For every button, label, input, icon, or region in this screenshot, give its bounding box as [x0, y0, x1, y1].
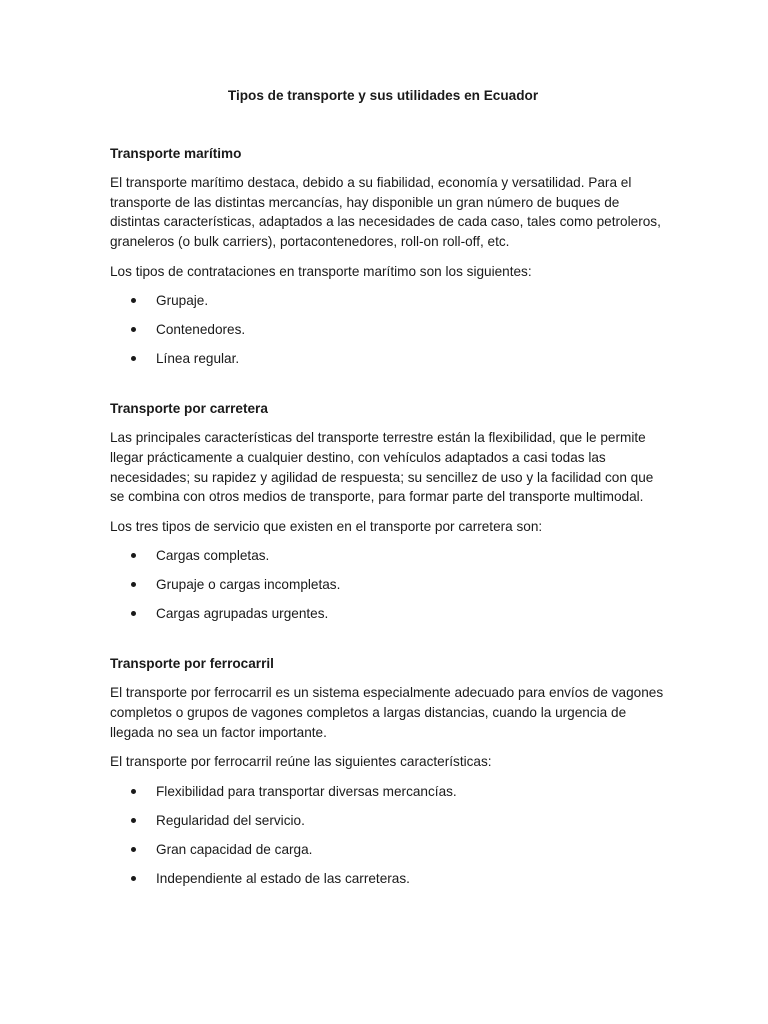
- list-item-text: Gran capacidad de carga.: [156, 841, 313, 857]
- section-road: [110, 399, 670, 624]
- list-item-text: Cargas agrupadas urgentes.: [156, 606, 329, 622]
- list-item: [110, 575, 670, 595]
- list-item: [110, 291, 670, 311]
- section-maritime: [110, 144, 670, 369]
- list-item-text: Línea regular.: [156, 351, 240, 367]
- paragraph: Los tipos de contrataciones en transporte marítimo son los siguientes:: [110, 263, 532, 279]
- list-item: [110, 811, 670, 831]
- bullet-icon: [131, 356, 136, 361]
- list-item-text: Contenedores.: [156, 322, 246, 338]
- list-item: [110, 604, 670, 624]
- bullet-icon: [131, 582, 136, 587]
- paragraph: Las principales características del transporte terrestre están la flexibilidad, que le permite llegar prácticamente a cualquier destino, con vehículos adaptados a casi todas las necesidades; su rapidez y agilidad de respuesta; su sencillez de uso y la facilidad con que se combina con otros medios de transporte, para formar parte del transporte multimodal.: [110, 430, 654, 505]
- paragraph: El transporte marítimo destaca, debido a su fiabilidad, economía y versatilidad. Para el transporte de las distintas mercancías, hay disponible un gran número de buques de distintas características, adaptados a las necesidades de cada caso, tales como petroleros, graneleros (o bulk carriers), portacontenedores, roll-on roll-off, etc.: [110, 175, 661, 249]
- list-item-text: Regularidad del servicio.: [156, 812, 305, 828]
- list-item: [110, 869, 670, 889]
- bullet-icon: [131, 553, 136, 558]
- section-heading: Transporte por carretera: [110, 400, 268, 416]
- bullet-icon: [131, 847, 136, 852]
- list-item: [110, 546, 670, 566]
- paragraph: El transporte por ferrocarril es un sistema especialmente adecuado para envíos de vagones completos o grupos de vagones completos a largas distancias, cuando la urgencia de llegada no sea un factor importante.: [110, 685, 664, 740]
- list-item-text: Grupaje.: [156, 293, 209, 309]
- list-item-text: Grupaje o cargas incompletas.: [156, 577, 341, 593]
- bullet-icon: [131, 789, 136, 794]
- bullet-icon: [131, 611, 136, 616]
- bullet-icon: [131, 327, 136, 332]
- paragraph: El transporte por ferrocarril reúne las siguientes características:: [110, 754, 492, 770]
- list-item: [110, 320, 670, 340]
- list-item: [110, 349, 670, 369]
- list-item-text: Flexibilidad para transportar diversas mercancías.: [156, 783, 457, 799]
- bullet-list: [110, 546, 670, 624]
- bullet-icon: [131, 298, 136, 303]
- bullet-icon: [131, 818, 136, 823]
- bullet-icon: [131, 876, 136, 881]
- list-item: [110, 782, 670, 802]
- list-item-text: Independiente al estado de las carreteras.: [156, 870, 410, 886]
- document-title: Tipos de transporte y sus utilidades en Ecuador: [227, 88, 539, 103]
- list-item-text: Cargas completas.: [156, 548, 270, 564]
- bullet-list: [110, 782, 670, 889]
- section-heading: Transporte marítimo: [110, 145, 242, 161]
- bullet-list: [110, 291, 670, 369]
- document-body: [110, 86, 670, 898]
- paragraph: Los tres tipos de servicio que existen en el transporte por carretera son:: [110, 518, 543, 534]
- section-heading: Transporte por ferrocarril: [110, 655, 274, 671]
- section-rail: [110, 654, 670, 889]
- list-item: [110, 840, 670, 860]
